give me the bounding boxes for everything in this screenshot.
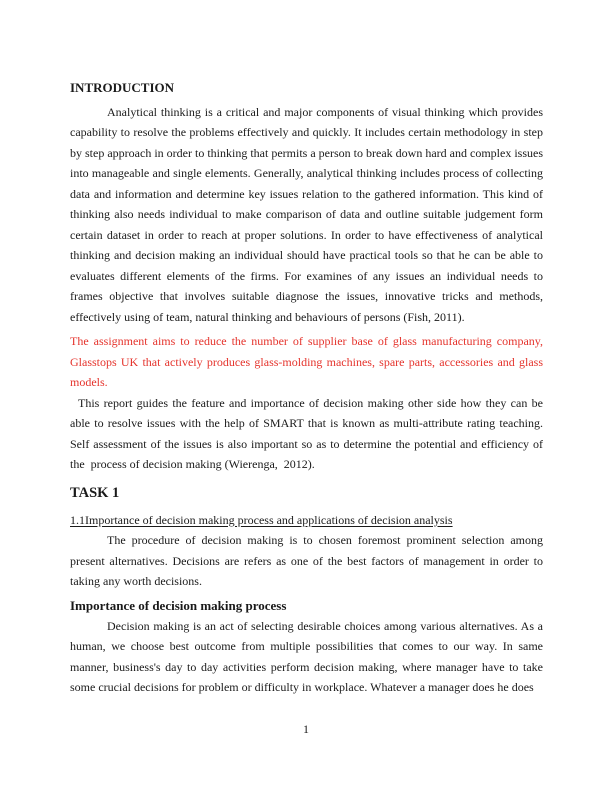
paragraph-report-guides: This report guides the feature and importance of decision making other side how they can be able to resolve issues with the help of SMART that is known as multi-attribute rating teaching. Self assessment of the issues is also important so as to determine the potential and efficiency of the process of decision making (Wierenga, 2012). (70, 395, 543, 471)
paragraph-decision-making-act: Decision making is an act of selecting desirable choices among various alternatives. As a human, we choose best outcome from multiple possibilities that comes to our way. In same manner, business's day to day activities perform decision making, where manager have to take some crucial decisions for problem or difficulty in workplace. Whatever a manager does he does (70, 618, 543, 694)
section-heading-task1: TASK 1 (70, 484, 120, 501)
subheading-importance-underlined: 1.1Importance of decision making process and applications of decision analysis (70, 512, 453, 527)
page-number: 1 (303, 722, 309, 736)
paragraph-procedure-of-decision-making: The procedure of decision making is to chosen foremost prominent selection among present alternatives. Decisions are refers as one of the best factors of management in order to taking any worth decisions. (70, 533, 543, 588)
paragraph-analytical-thinking: Analytical thinking is a critical and major components of visual thinking which provides capability to resolve the problems effectively and quickly. It includes certain methodology in step by step approach in order to thinking that permits a person to break down hard and complex issues into manageable and single elements. Generally, analytical thinking includes process of collecting data and information and determine key issues relation to the gathered information. This kind of thinking also needs individual to make comparison of data and outline suitable judgement form certain dataset in order to reach at proper solutions. In order to have effectiveness of analytical thinking and decision making an individual should have practical tools so that he can be able to evaluates different elements of the firms. For examines of any issues an individual needs to frames objective that involves suitable diagnose the issues, innovative tricks and methods, effectively using of team, natural thinking and behaviours of persons (Fish, 2011). (70, 104, 543, 324)
paragraph-assignment-aim-red: The assignment aims to reduce the number of supplier base of glass manufacturing company, Glasstops UK that actively produces glass-molding machines, spare parts, accessories and glass models. (70, 334, 543, 389)
subheading-importance-bold: Importance of decision making process (70, 597, 287, 613)
section-heading-introduction: INTRODUCTION (70, 80, 175, 95)
document-content (70, 78, 543, 698)
